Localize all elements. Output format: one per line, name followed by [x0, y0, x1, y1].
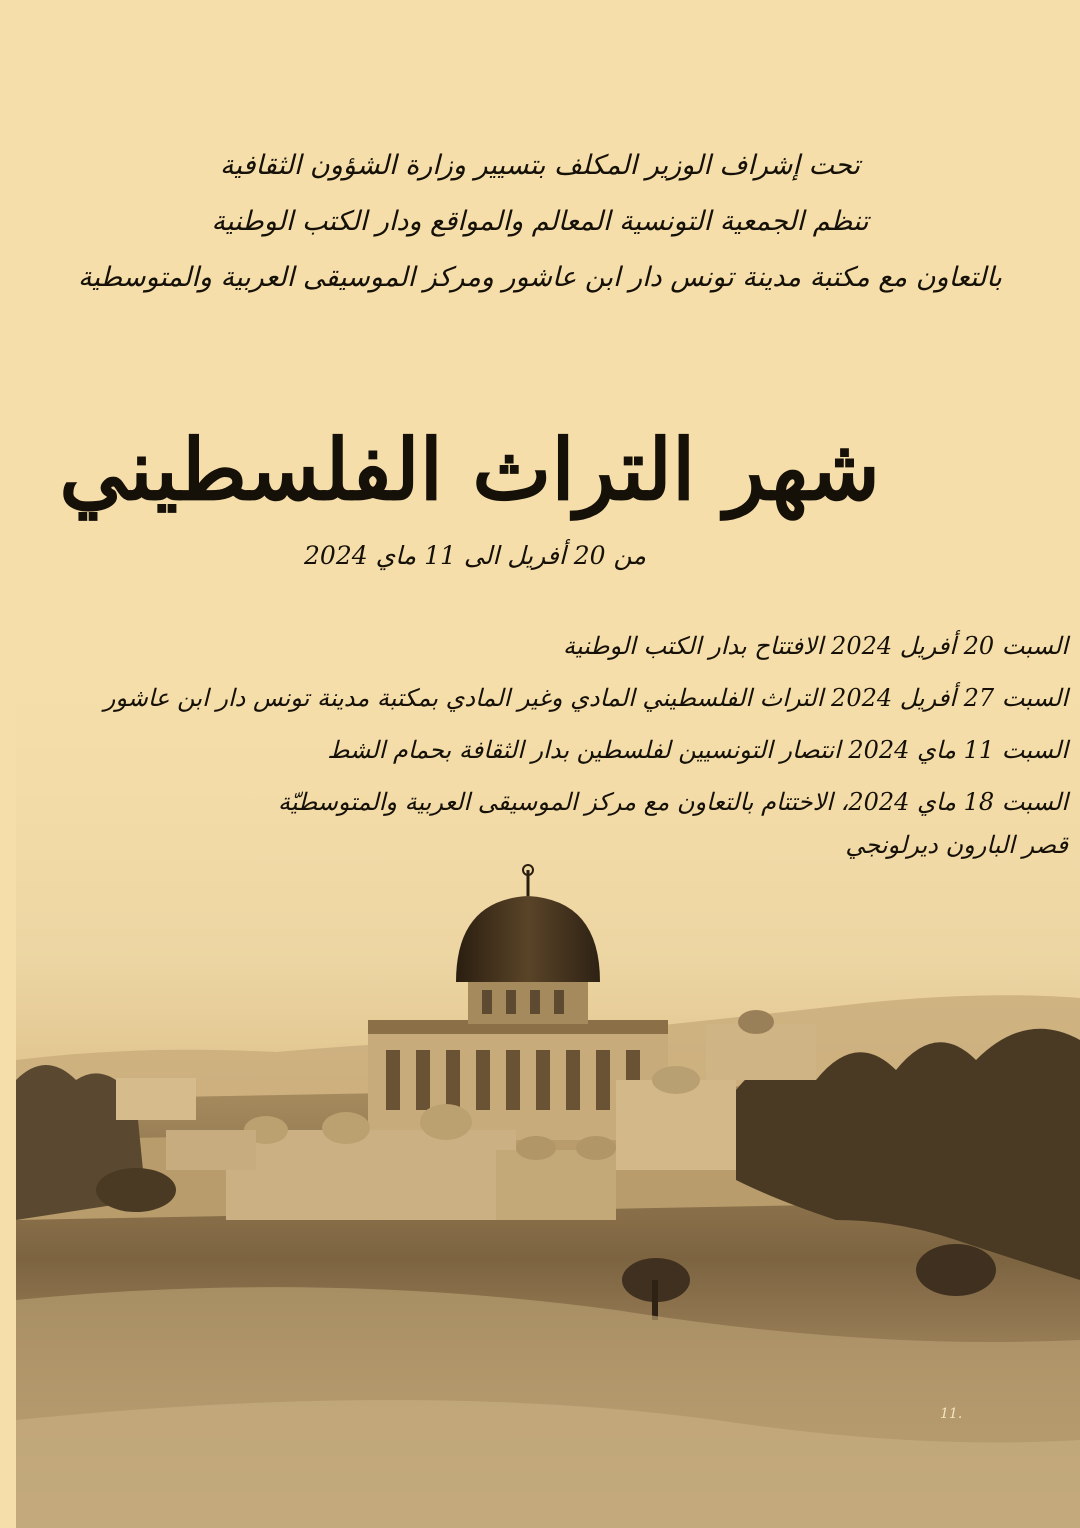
program-item: السبت 20 أفريل 2024 الافتتاح بدار الكتب الوطنية	[563, 632, 1068, 660]
event-title: شهر التراث الفلسطيني	[59, 420, 880, 519]
program-list	[40, 620, 1068, 868]
header-line-3: بالتعاون مع مكتبة مدينة تونس دار ابن عاشور ومركز الموسيقى العربية والمتوسطية	[78, 262, 1002, 293]
program-item: السبت 11 ماي 2024 انتصار التونسيين لفلسطين بدار الثقافة بحمام الشط	[327, 736, 1068, 764]
organizers-header	[60, 138, 1020, 306]
header-line-2: تنظم الجمعية التونسية المعالم والمواقع ودار الكتب الوطنية	[211, 206, 869, 237]
photo-number: 11.	[940, 1406, 963, 1422]
program-item: السبت 27 أفريل 2024 التراث الفلسطيني المادي وغير المادي بمكتبة مدينة تونس دار ابن عاشور	[103, 684, 1068, 712]
program-item-venue: قصر البارون ديرلونجي	[845, 831, 1068, 859]
event-dates: من 20 أفريل الى 11 ماي 2024	[304, 541, 646, 570]
program-item: السبت 18 ماي 2024، الاختتام بالتعاون مع مركز الموسيقى العربية والمتوسطيّة	[277, 788, 1068, 816]
header-line-1: تحت إشراف الوزير المكلف بتسيير وزارة الشؤون الثقافية	[220, 150, 860, 181]
